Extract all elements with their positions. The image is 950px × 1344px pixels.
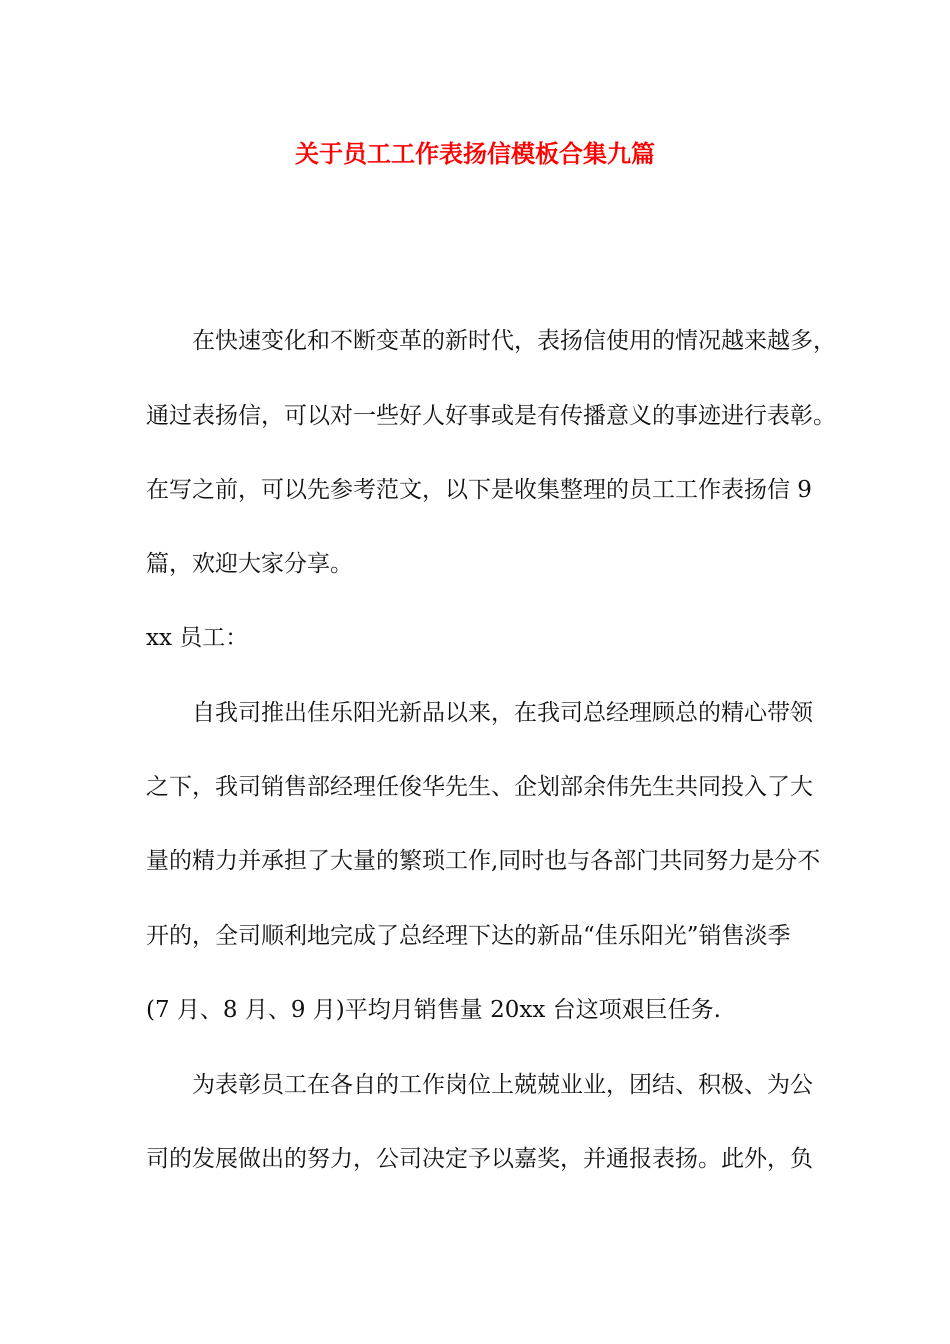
paragraph-line: 通过表扬信，可以对一些好人好事或是有传播意义的事迹进行表彰。 xyxy=(146,403,836,429)
paragraph-line: 开的，全司顺利地完成了总经理下达的新品“佳乐阳光”销售淡季 xyxy=(146,923,791,949)
paragraph-line: 之下，我司销售部经理任俊华先生、企划部余伟先生共同投入了大 xyxy=(146,774,813,800)
paragraph-line: 在写之前，可以先参考范文，以下是收集整理的员工工作表扬信 9 xyxy=(146,477,812,503)
paragraph-line: (7 月、8 月、9 月)平均月销售量 20xx 台这项艰巨任务. xyxy=(146,997,721,1023)
salutation-line: xx 员工： xyxy=(146,625,249,651)
paragraph-line: 自我司推出佳乐阳光新品以来，在我司总经理顾总的精心带领 xyxy=(192,700,813,726)
paragraph-line: 量的精力并承担了大量的繁琐工作,同时也与各部门共同努力是分不 xyxy=(146,848,821,874)
paragraph-line: 在快速变化和不断变革的新时代，表扬信使用的情况越来越多， xyxy=(192,328,836,354)
paragraph-line: 为表彰员工在各自的工作岗位上兢兢业业，团结、积极、为公 xyxy=(192,1072,813,1098)
paragraph-line: 篇，欢迎大家分享。 xyxy=(146,551,353,577)
paragraph-line: 司的发展做出的努力，公司决定予以嘉奖，并通报表扬。此外，负 xyxy=(146,1146,813,1172)
document-title: 关于员工工作表扬信模板合集九篇 xyxy=(295,139,655,168)
